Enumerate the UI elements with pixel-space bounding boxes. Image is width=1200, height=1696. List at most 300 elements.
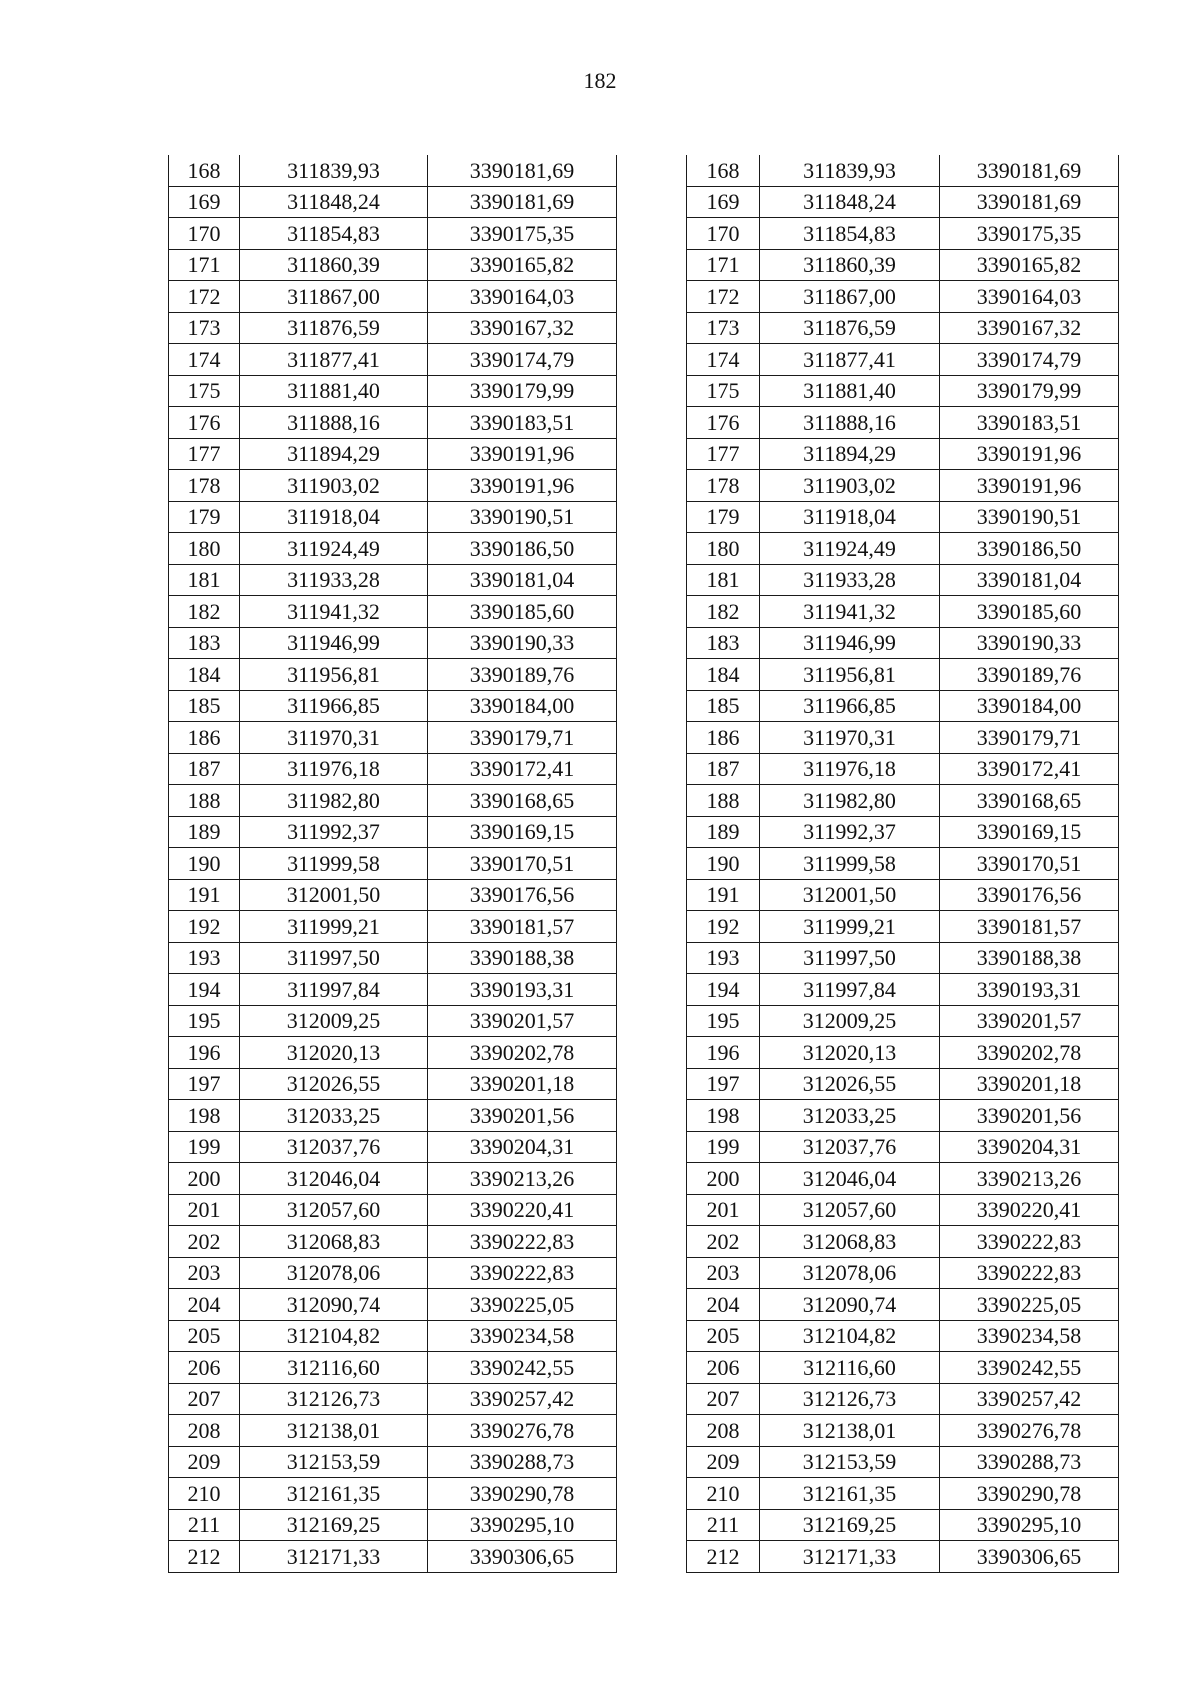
point-number-cell: 184: [687, 659, 760, 691]
table-row: [687, 1068, 1119, 1100]
table-row: [687, 312, 1119, 344]
table-row: [687, 501, 1119, 533]
point-number-cell: 205: [687, 1320, 760, 1352]
point-number-cell: 191: [687, 879, 760, 911]
x-coordinate-cell: 311877,41: [760, 344, 940, 376]
point-number-cell: 170: [687, 218, 760, 250]
table-row: [687, 1194, 1119, 1226]
y-coordinate-cell: 3390193,31: [428, 974, 617, 1006]
point-number-cell: 200: [169, 1163, 240, 1195]
x-coordinate-cell: 312001,50: [240, 879, 428, 911]
point-number-cell: 191: [169, 879, 240, 911]
table-row: [687, 1037, 1119, 1069]
point-number-cell: 202: [169, 1226, 240, 1258]
table-row: [687, 879, 1119, 911]
x-coordinate-cell: 311999,58: [240, 848, 428, 880]
x-coordinate-cell: 312020,13: [240, 1037, 428, 1069]
y-coordinate-cell: 3390179,71: [940, 722, 1119, 754]
x-coordinate-cell: 311888,16: [760, 407, 940, 439]
point-number-cell: 185: [687, 690, 760, 722]
point-number-cell: 197: [687, 1068, 760, 1100]
x-coordinate-cell: 311839,93: [760, 155, 940, 186]
table-row: [687, 911, 1119, 943]
point-number-cell: 187: [169, 753, 240, 785]
point-number-cell: 199: [687, 1131, 760, 1163]
y-coordinate-cell: 3390222,83: [940, 1257, 1119, 1289]
y-coordinate-cell: 3390179,71: [428, 722, 617, 754]
point-number-cell: 201: [169, 1194, 240, 1226]
point-number-cell: 200: [687, 1163, 760, 1195]
table-row: [169, 659, 617, 691]
table-row: [169, 186, 617, 218]
y-coordinate-cell: 3390257,42: [940, 1383, 1119, 1415]
y-coordinate-cell: 3390181,57: [940, 911, 1119, 943]
x-coordinate-cell: 311888,16: [240, 407, 428, 439]
point-number-cell: 203: [169, 1257, 240, 1289]
table-row: [169, 1068, 617, 1100]
x-coordinate-cell: 311854,83: [240, 218, 428, 250]
y-coordinate-cell: 3390186,50: [428, 533, 617, 565]
x-coordinate-cell: 312020,13: [760, 1037, 940, 1069]
x-coordinate-cell: 312078,06: [240, 1257, 428, 1289]
x-coordinate-cell: 311848,24: [760, 186, 940, 218]
x-coordinate-cell: 311877,41: [240, 344, 428, 376]
point-number-cell: 190: [169, 848, 240, 880]
point-number-cell: 192: [687, 911, 760, 943]
table-row: [687, 816, 1119, 848]
y-coordinate-cell: 3390222,83: [428, 1257, 617, 1289]
point-number-cell: 173: [687, 312, 760, 344]
x-coordinate-cell: 312001,50: [760, 879, 940, 911]
x-coordinate-cell: 311903,02: [760, 470, 940, 502]
point-number-cell: 177: [687, 438, 760, 470]
y-coordinate-cell: 3390179,99: [428, 375, 617, 407]
y-coordinate-cell: 3390175,35: [940, 218, 1119, 250]
point-number-cell: 212: [687, 1541, 760, 1573]
y-coordinate-cell: 3390288,73: [940, 1446, 1119, 1478]
table-row: [169, 1446, 617, 1478]
table-row: [687, 848, 1119, 880]
y-coordinate-cell: 3390220,41: [428, 1194, 617, 1226]
point-number-cell: 188: [169, 785, 240, 817]
table-row: [687, 942, 1119, 974]
page-number: 182: [583, 68, 617, 93]
y-coordinate-cell: 3390169,15: [428, 816, 617, 848]
x-coordinate-cell: 312057,60: [240, 1194, 428, 1226]
y-coordinate-cell: 3390202,78: [940, 1037, 1119, 1069]
x-coordinate-cell: 311976,18: [760, 753, 940, 785]
coordinates-table-left: [168, 155, 617, 1573]
point-number-cell: 201: [687, 1194, 760, 1226]
x-coordinate-cell: 311918,04: [240, 501, 428, 533]
x-coordinate-cell: 311839,93: [240, 155, 428, 186]
table-row: [169, 1194, 617, 1226]
table-row: [687, 627, 1119, 659]
point-number-cell: 208: [169, 1415, 240, 1447]
x-coordinate-cell: 312078,06: [760, 1257, 940, 1289]
x-coordinate-cell: 312153,59: [760, 1446, 940, 1478]
table-row: [169, 155, 617, 186]
y-coordinate-cell: 3390306,65: [940, 1541, 1119, 1573]
table-row: [687, 375, 1119, 407]
y-coordinate-cell: 3390190,33: [940, 627, 1119, 659]
point-number-cell: 177: [169, 438, 240, 470]
x-coordinate-cell: 312068,83: [760, 1226, 940, 1258]
table-row: [687, 1509, 1119, 1541]
table-row: [169, 1289, 617, 1321]
table-row: [687, 974, 1119, 1006]
y-coordinate-cell: 3390167,32: [428, 312, 617, 344]
y-coordinate-cell: 3390222,83: [428, 1226, 617, 1258]
table-row: [687, 1541, 1119, 1573]
y-coordinate-cell: 3390193,31: [940, 974, 1119, 1006]
point-number-cell: 168: [687, 155, 760, 186]
x-coordinate-cell: 311881,40: [240, 375, 428, 407]
table-row: [687, 1163, 1119, 1195]
table-row: [687, 470, 1119, 502]
y-coordinate-cell: 3390169,15: [940, 816, 1119, 848]
table-row: [687, 1226, 1119, 1258]
point-number-cell: 205: [169, 1320, 240, 1352]
y-coordinate-cell: 3390185,60: [940, 596, 1119, 628]
table-row: [169, 1226, 617, 1258]
y-coordinate-cell: 3390165,82: [940, 249, 1119, 281]
y-coordinate-cell: 3390174,79: [428, 344, 617, 376]
y-coordinate-cell: 3390201,57: [428, 1005, 617, 1037]
x-coordinate-cell: 311867,00: [760, 281, 940, 313]
coordinates-table-body: [687, 155, 1119, 1572]
table-row: [169, 218, 617, 250]
y-coordinate-cell: 3390176,56: [940, 879, 1119, 911]
point-number-cell: 171: [687, 249, 760, 281]
x-coordinate-cell: 312138,01: [760, 1415, 940, 1447]
y-coordinate-cell: 3390222,83: [940, 1226, 1119, 1258]
y-coordinate-cell: 3390191,96: [940, 470, 1119, 502]
y-coordinate-cell: 3390295,10: [940, 1509, 1119, 1541]
point-number-cell: 193: [169, 942, 240, 974]
x-coordinate-cell: 311970,31: [760, 722, 940, 754]
x-coordinate-cell: 312161,35: [760, 1478, 940, 1510]
point-number-cell: 207: [687, 1383, 760, 1415]
table-row: [169, 564, 617, 596]
y-coordinate-cell: 3390170,51: [428, 848, 617, 880]
x-coordinate-cell: 311941,32: [760, 596, 940, 628]
y-coordinate-cell: 3390165,82: [428, 249, 617, 281]
x-coordinate-cell: 311854,83: [760, 218, 940, 250]
table-row: [687, 1446, 1119, 1478]
point-number-cell: 196: [169, 1037, 240, 1069]
x-coordinate-cell: 311976,18: [240, 753, 428, 785]
table-row: [169, 375, 617, 407]
y-coordinate-cell: 3390176,56: [428, 879, 617, 911]
table-row: [169, 501, 617, 533]
y-coordinate-cell: 3390184,00: [940, 690, 1119, 722]
coordinates-table-right: [686, 155, 1119, 1573]
y-coordinate-cell: 3390190,33: [428, 627, 617, 659]
table-row: [687, 407, 1119, 439]
y-coordinate-cell: 3390202,78: [428, 1037, 617, 1069]
x-coordinate-cell: 312068,83: [240, 1226, 428, 1258]
x-coordinate-cell: 311997,84: [240, 974, 428, 1006]
y-coordinate-cell: 3390225,05: [940, 1289, 1119, 1321]
table-row: [169, 1478, 617, 1510]
point-number-cell: 170: [169, 218, 240, 250]
x-coordinate-cell: 312009,25: [760, 1005, 940, 1037]
y-coordinate-cell: 3390190,51: [428, 501, 617, 533]
x-coordinate-cell: 311997,50: [240, 942, 428, 974]
y-coordinate-cell: 3390185,60: [428, 596, 617, 628]
point-number-cell: 195: [687, 1005, 760, 1037]
y-coordinate-cell: 3390168,65: [428, 785, 617, 817]
table-row: [169, 1163, 617, 1195]
x-coordinate-cell: 312057,60: [760, 1194, 940, 1226]
table-row: [687, 218, 1119, 250]
x-coordinate-cell: 311999,58: [760, 848, 940, 880]
y-coordinate-cell: 3390183,51: [428, 407, 617, 439]
point-number-cell: 176: [687, 407, 760, 439]
y-coordinate-cell: 3390290,78: [940, 1478, 1119, 1510]
y-coordinate-cell: 3390257,42: [428, 1383, 617, 1415]
table-row: [169, 407, 617, 439]
table-row: [169, 1100, 617, 1132]
x-coordinate-cell: 312046,04: [240, 1163, 428, 1195]
point-number-cell: 187: [687, 753, 760, 785]
y-coordinate-cell: 3390306,65: [428, 1541, 617, 1573]
point-number-cell: 172: [687, 281, 760, 313]
y-coordinate-cell: 3390201,18: [940, 1068, 1119, 1100]
y-coordinate-cell: 3390288,73: [428, 1446, 617, 1478]
y-coordinate-cell: 3390234,58: [940, 1320, 1119, 1352]
y-coordinate-cell: 3390172,41: [428, 753, 617, 785]
table-row: [687, 344, 1119, 376]
table-row: [169, 1320, 617, 1352]
x-coordinate-cell: 312090,74: [760, 1289, 940, 1321]
y-coordinate-cell: 3390204,31: [940, 1131, 1119, 1163]
y-coordinate-cell: 3390167,32: [940, 312, 1119, 344]
table-row: [169, 1383, 617, 1415]
point-number-cell: 198: [169, 1100, 240, 1132]
x-coordinate-cell: 311848,24: [240, 186, 428, 218]
y-coordinate-cell: 3390242,55: [940, 1352, 1119, 1384]
x-coordinate-cell: 311876,59: [760, 312, 940, 344]
y-coordinate-cell: 3390213,26: [428, 1163, 617, 1195]
point-number-cell: 192: [169, 911, 240, 943]
y-coordinate-cell: 3390201,18: [428, 1068, 617, 1100]
x-coordinate-cell: 312126,73: [240, 1383, 428, 1415]
x-coordinate-cell: 311860,39: [760, 249, 940, 281]
point-number-cell: 193: [687, 942, 760, 974]
y-coordinate-cell: 3390188,38: [428, 942, 617, 974]
table-row: [169, 974, 617, 1006]
x-coordinate-cell: 312037,76: [760, 1131, 940, 1163]
x-coordinate-cell: 311903,02: [240, 470, 428, 502]
x-coordinate-cell: 311860,39: [240, 249, 428, 281]
y-coordinate-cell: 3390290,78: [428, 1478, 617, 1510]
point-number-cell: 173: [169, 312, 240, 344]
table-row: [687, 1415, 1119, 1447]
table-row: [169, 281, 617, 313]
y-coordinate-cell: 3390181,69: [940, 186, 1119, 218]
x-coordinate-cell: 312026,55: [240, 1068, 428, 1100]
table-row: [169, 690, 617, 722]
y-coordinate-cell: 3390204,31: [428, 1131, 617, 1163]
table-row: [687, 281, 1119, 313]
point-number-cell: 198: [687, 1100, 760, 1132]
table-row: [687, 1257, 1119, 1289]
point-number-cell: 209: [687, 1446, 760, 1478]
x-coordinate-cell: 311982,80: [240, 785, 428, 817]
x-coordinate-cell: 311867,00: [240, 281, 428, 313]
table-row: [169, 1509, 617, 1541]
point-number-cell: 179: [169, 501, 240, 533]
table-row: [687, 438, 1119, 470]
y-coordinate-cell: 3390191,96: [940, 438, 1119, 470]
x-coordinate-cell: 311933,28: [240, 564, 428, 596]
point-number-cell: 182: [687, 596, 760, 628]
point-number-cell: 206: [687, 1352, 760, 1384]
y-coordinate-cell: 3390164,03: [428, 281, 617, 313]
table-row: [169, 1352, 617, 1384]
point-number-cell: 186: [169, 722, 240, 754]
point-number-cell: 204: [687, 1289, 760, 1321]
point-number-cell: 178: [169, 470, 240, 502]
table-row: [687, 1005, 1119, 1037]
x-coordinate-cell: 311997,84: [760, 974, 940, 1006]
y-coordinate-cell: 3390168,65: [940, 785, 1119, 817]
point-number-cell: 181: [169, 564, 240, 596]
point-number-cell: 194: [169, 974, 240, 1006]
point-number-cell: 208: [687, 1415, 760, 1447]
point-number-cell: 180: [687, 533, 760, 565]
y-coordinate-cell: 3390184,00: [428, 690, 617, 722]
point-number-cell: 176: [169, 407, 240, 439]
table-row: [169, 533, 617, 565]
table-row: [169, 785, 617, 817]
x-coordinate-cell: 311992,37: [240, 816, 428, 848]
table-row: [169, 249, 617, 281]
table-row: [169, 1005, 617, 1037]
point-number-cell: 174: [687, 344, 760, 376]
y-coordinate-cell: 3390201,56: [940, 1100, 1119, 1132]
table-row: [169, 1541, 617, 1573]
y-coordinate-cell: 3390242,55: [428, 1352, 617, 1384]
x-coordinate-cell: 311999,21: [760, 911, 940, 943]
table-row: [169, 1415, 617, 1447]
point-number-cell: 189: [169, 816, 240, 848]
point-number-cell: 202: [687, 1226, 760, 1258]
point-number-cell: 172: [169, 281, 240, 313]
point-number-cell: 182: [169, 596, 240, 628]
x-coordinate-cell: 312033,25: [240, 1100, 428, 1132]
y-coordinate-cell: 3390276,78: [428, 1415, 617, 1447]
y-coordinate-cell: 3390189,76: [940, 659, 1119, 691]
x-coordinate-cell: 311966,85: [760, 690, 940, 722]
point-number-cell: 195: [169, 1005, 240, 1037]
y-coordinate-cell: 3390183,51: [940, 407, 1119, 439]
x-coordinate-cell: 311946,99: [240, 627, 428, 659]
table-row: [687, 690, 1119, 722]
table-row: [169, 470, 617, 502]
x-coordinate-cell: 311970,31: [240, 722, 428, 754]
x-coordinate-cell: 311881,40: [760, 375, 940, 407]
point-number-cell: 180: [169, 533, 240, 565]
x-coordinate-cell: 311966,85: [240, 690, 428, 722]
point-number-cell: 181: [687, 564, 760, 596]
point-number-cell: 186: [687, 722, 760, 754]
y-coordinate-cell: 3390179,99: [940, 375, 1119, 407]
x-coordinate-cell: 311894,29: [760, 438, 940, 470]
y-coordinate-cell: 3390181,57: [428, 911, 617, 943]
y-coordinate-cell: 3390188,38: [940, 942, 1119, 974]
table-row: [169, 1257, 617, 1289]
x-coordinate-cell: 311933,28: [760, 564, 940, 596]
table-row: [169, 816, 617, 848]
y-coordinate-cell: 3390213,26: [940, 1163, 1119, 1195]
table-row: [169, 344, 617, 376]
point-number-cell: 209: [169, 1446, 240, 1478]
x-coordinate-cell: 312104,82: [760, 1320, 940, 1352]
y-coordinate-cell: 3390186,50: [940, 533, 1119, 565]
x-coordinate-cell: 311999,21: [240, 911, 428, 943]
x-coordinate-cell: 312026,55: [760, 1068, 940, 1100]
x-coordinate-cell: 312116,60: [760, 1352, 940, 1384]
point-number-cell: 169: [169, 186, 240, 218]
point-number-cell: 196: [687, 1037, 760, 1069]
table-row: [169, 438, 617, 470]
y-coordinate-cell: 3390181,69: [940, 155, 1119, 186]
y-coordinate-cell: 3390201,56: [428, 1100, 617, 1132]
y-coordinate-cell: 3390225,05: [428, 1289, 617, 1321]
point-number-cell: 174: [169, 344, 240, 376]
x-coordinate-cell: 312046,04: [760, 1163, 940, 1195]
x-coordinate-cell: 312033,25: [760, 1100, 940, 1132]
y-coordinate-cell: 3390174,79: [940, 344, 1119, 376]
point-number-cell: 211: [687, 1509, 760, 1541]
y-coordinate-cell: 3390191,96: [428, 470, 617, 502]
point-number-cell: 204: [169, 1289, 240, 1321]
x-coordinate-cell: 312009,25: [240, 1005, 428, 1037]
y-coordinate-cell: 3390172,41: [940, 753, 1119, 785]
table-row: [687, 1478, 1119, 1510]
point-number-cell: 171: [169, 249, 240, 281]
table-row: [169, 879, 617, 911]
x-coordinate-cell: 311956,81: [760, 659, 940, 691]
table-row: [169, 942, 617, 974]
point-number-cell: 190: [687, 848, 760, 880]
x-coordinate-cell: 312037,76: [240, 1131, 428, 1163]
x-coordinate-cell: 311894,29: [240, 438, 428, 470]
table-row: [169, 1037, 617, 1069]
x-coordinate-cell: 312171,33: [240, 1541, 428, 1573]
table-row: [169, 911, 617, 943]
point-number-cell: 211: [169, 1509, 240, 1541]
table-row: [687, 186, 1119, 218]
table-row: [169, 722, 617, 754]
x-coordinate-cell: 311992,37: [760, 816, 940, 848]
y-coordinate-cell: 3390295,10: [428, 1509, 617, 1541]
point-number-cell: 210: [687, 1478, 760, 1510]
x-coordinate-cell: 311941,32: [240, 596, 428, 628]
x-coordinate-cell: 312116,60: [240, 1352, 428, 1384]
point-number-cell: 179: [687, 501, 760, 533]
y-coordinate-cell: 3390181,04: [940, 564, 1119, 596]
point-number-cell: 168: [169, 155, 240, 186]
x-coordinate-cell: 312153,59: [240, 1446, 428, 1478]
x-coordinate-cell: 312104,82: [240, 1320, 428, 1352]
point-number-cell: 169: [687, 186, 760, 218]
point-number-cell: 183: [169, 627, 240, 659]
point-number-cell: 178: [687, 470, 760, 502]
